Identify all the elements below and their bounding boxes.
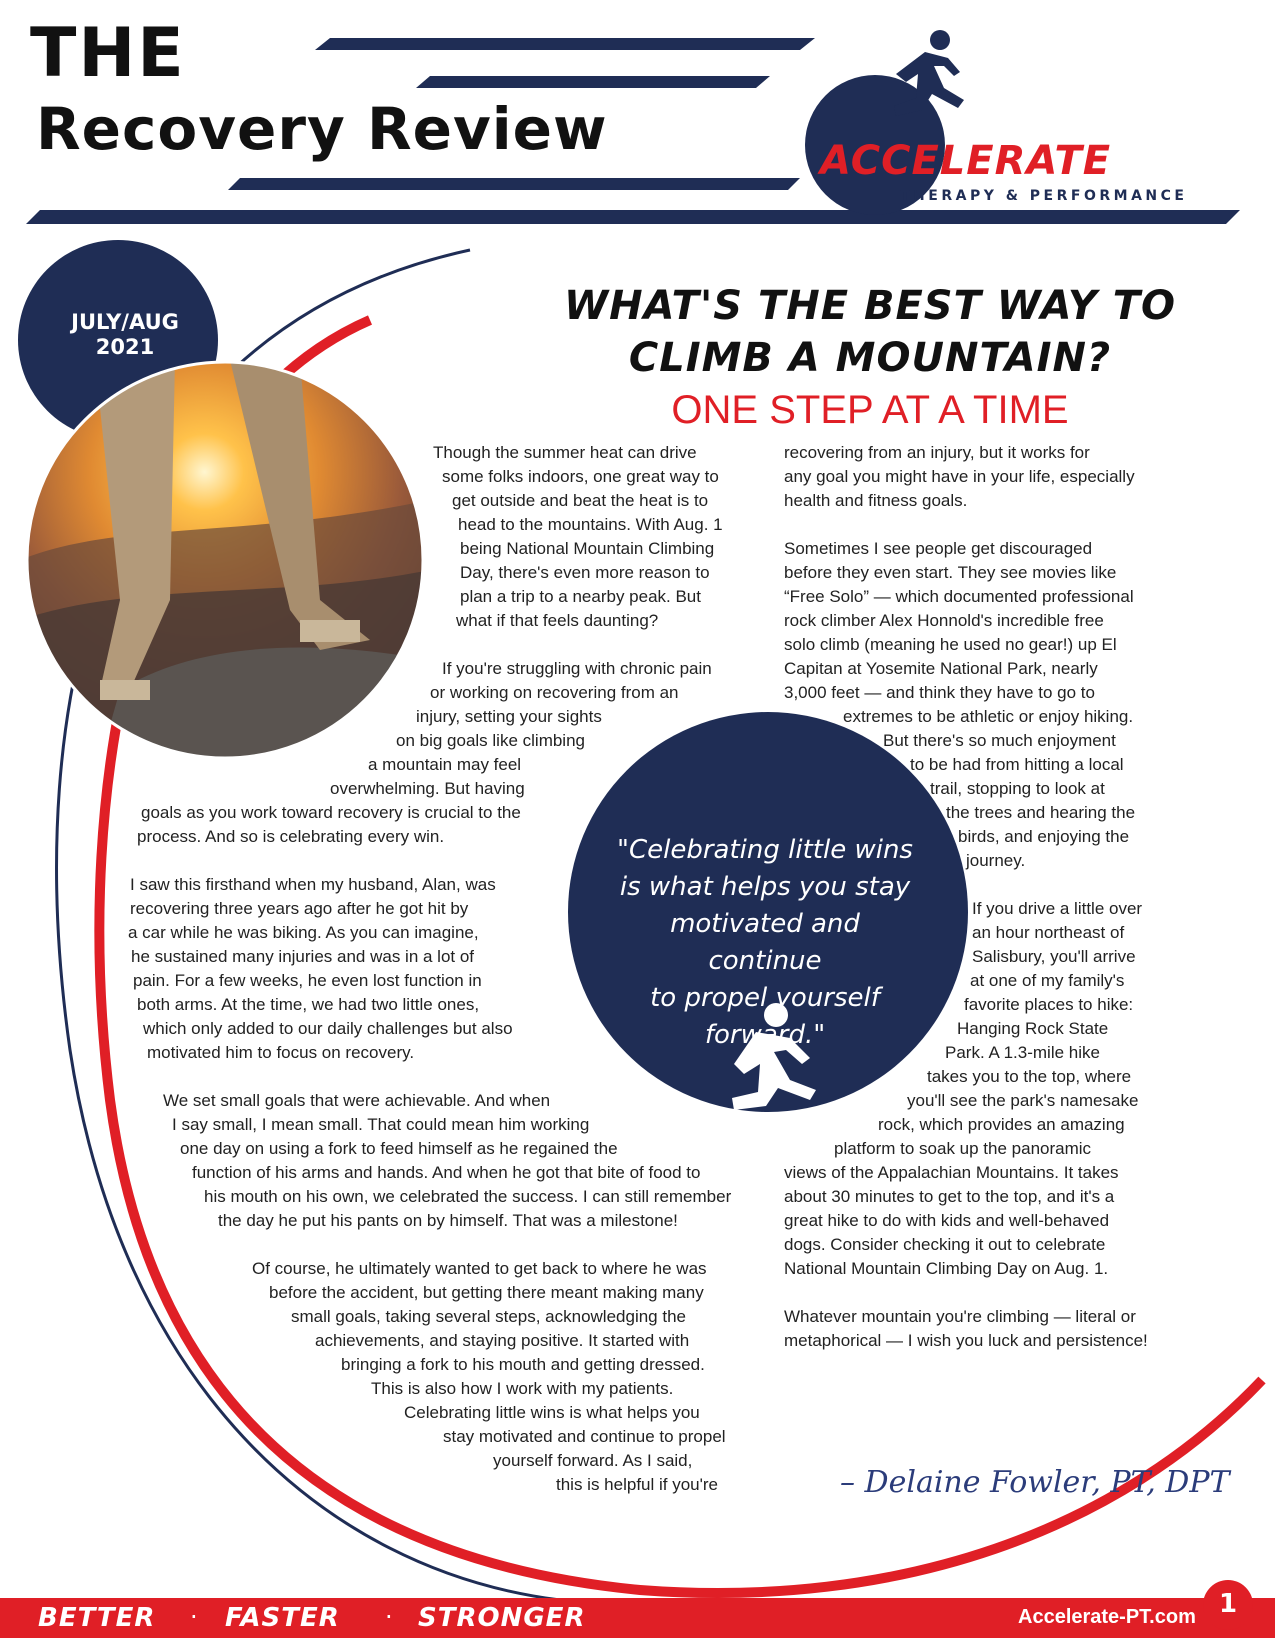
- footer-separator: ·: [190, 1603, 198, 1631]
- article-line: National Mountain Climbing Day on Aug. 1.: [784, 1259, 1109, 1278]
- article-line: what if that feels daunting?: [456, 611, 659, 630]
- article-line: Sometimes I see people get discouraged: [784, 539, 1093, 558]
- article-line: motivated him to focus on recovery.: [147, 1043, 415, 1062]
- article-line: Day, there's even more reason to: [460, 563, 710, 582]
- article-line: health and fitness goals.: [784, 491, 968, 510]
- footer-website-link[interactable]: Accelerate-PT.com: [1018, 1606, 1196, 1628]
- article-line: If you drive a little over: [972, 899, 1143, 918]
- article-line: head to the mountains. With Aug. 1: [458, 515, 723, 534]
- stripe-2: [416, 76, 770, 88]
- article-line: Though the summer heat can drive: [433, 443, 697, 462]
- article-line: Of course, he ultimately wanted to get back to where he was: [252, 1259, 707, 1278]
- headline: [520, 280, 1220, 384]
- article-line: on big goals like climbing: [396, 731, 585, 750]
- logo-tagline: THERAPY & PERFORMANCE: [900, 188, 1188, 204]
- page-number: 1: [1203, 1580, 1253, 1630]
- article-line: pain. For a few weeks, he even lost function in: [133, 971, 482, 990]
- pull-quote-line: motivated and continue: [670, 909, 860, 976]
- article-line: a mountain may feel: [368, 755, 522, 774]
- pull-quote-line: forward.": [704, 1020, 826, 1050]
- article-line: or working on recovering from an: [430, 683, 679, 702]
- article-line: views of the Appalachian Mountains. It takes: [784, 1163, 1119, 1182]
- article-line: both arms. At the time, we had two little ones,: [137, 995, 480, 1014]
- stripe-1: [315, 38, 815, 50]
- article-line: We set small goals that were achievable. And when: [163, 1091, 551, 1110]
- article-line: before they even start. They see movies like: [784, 563, 1117, 582]
- article-line: get outside and beat the heat is to: [452, 491, 709, 510]
- article-line: solo climb (meaning he used no gear!) up El: [784, 635, 1117, 654]
- article-line: the day he put his pants on by himself. That was a milestone!: [218, 1211, 678, 1230]
- article-line: Salisbury, you'll arrive: [972, 947, 1136, 966]
- article-line: rock, which provides an amazing: [878, 1115, 1125, 1134]
- article-line: at one of my family's: [970, 971, 1125, 990]
- pull-quote-line: is what helps you stay: [619, 872, 911, 902]
- footer-tag-faster: FASTER: [225, 1603, 340, 1633]
- article-line: you'll see the park's namesake: [907, 1091, 1139, 1110]
- article-line: “Free Solo” — which documented professional: [784, 587, 1134, 606]
- article-line: the trees and hearing the: [946, 803, 1136, 822]
- article-line: extremes to be athletic or enjoy hiking.: [843, 707, 1134, 726]
- article-line: trail, stopping to look at: [930, 779, 1105, 798]
- article-line: recovering from an injury, but it works for: [784, 443, 1090, 462]
- article-line: rock climber Alex Honnold's incredible free: [784, 611, 1104, 630]
- article-line: yourself forward. As I said,: [493, 1451, 693, 1470]
- article-line: some folks indoors, one great way to: [442, 467, 719, 486]
- article-line: he sustained many injuries and was in a lot of: [131, 947, 475, 966]
- footer-tag-stronger: STRONGER: [418, 1603, 586, 1633]
- article-line: process. And so is celebrating every win.: [137, 827, 445, 846]
- article-line: platform to soak up the panoramic: [834, 1139, 1092, 1158]
- article-line: takes you to the top, where: [927, 1067, 1132, 1086]
- article-line: Capitan at Yosemite National Park, nearly: [784, 659, 1098, 678]
- footer-tag-better: BETTER: [38, 1603, 156, 1633]
- article-line: about 30 minutes to get to the top, and it's a: [784, 1187, 1115, 1206]
- pull-quote-line: to propel yourself: [650, 983, 880, 1013]
- stripe-4: [26, 210, 1240, 224]
- article-line: any goal you might have in your life, especially: [784, 467, 1135, 486]
- article-line: I saw this firsthand when my husband, Alan, was: [130, 875, 496, 894]
- article-line: favorite places to hike:: [964, 995, 1134, 1014]
- article-line: an hour northeast of: [972, 923, 1125, 942]
- article-line: stay motivated and continue to propel: [443, 1427, 726, 1446]
- article-line: birds, and enjoying the: [958, 827, 1130, 846]
- logo-wordmark: ACCELERATE: [820, 138, 1112, 184]
- article-line: metaphorical — I wish you luck and persistence!: [784, 1331, 1148, 1350]
- article-line: But there's so much enjoyment: [883, 731, 1116, 750]
- article-line: great hike to do with kids and well-behaved: [784, 1211, 1110, 1230]
- article-line: Whatever mountain you're climbing — literal or: [784, 1307, 1136, 1326]
- article-line: recovering three years ago after he got hit by: [130, 899, 469, 918]
- stripe-3: [228, 178, 800, 190]
- article-line: a car while he was biking. As you can imagine,: [128, 923, 479, 942]
- article-line: Hanging Rock State: [957, 1019, 1109, 1038]
- article-line: being National Mountain Climbing: [460, 539, 715, 558]
- article-line: Celebrating little wins is what helps you: [404, 1403, 700, 1422]
- article-line: this is helpful if you're: [556, 1475, 718, 1494]
- article-line: plan a trip to a nearby peak. But: [460, 587, 701, 606]
- article-line: small goals, taking several steps, acknowledging the: [291, 1307, 686, 1326]
- author-signature: – Delaine Fowler, PT, DPT: [840, 1465, 1230, 1500]
- pull-quote-line: "Celebrating little wins: [617, 835, 913, 865]
- headline-line-1: WHAT'S THE BEST WAY TO: [563, 283, 1177, 329]
- article-line: overwhelming. But having: [330, 779, 525, 798]
- masthead-the: THE: [30, 14, 186, 93]
- article-line: function of his arms and hands. And when he got that bite of food to: [192, 1163, 701, 1182]
- issue-year: 2021: [95, 335, 155, 359]
- article-line: to be had from hitting a local: [910, 755, 1124, 774]
- article-line: This is also how I work with my patients.: [371, 1379, 674, 1398]
- pull-quote: [610, 832, 920, 1054]
- article-line: dogs. Consider checking it out to celebrate: [784, 1235, 1106, 1254]
- footer-separator: ·: [385, 1603, 393, 1631]
- article-line: Park. A 1.3-mile hike: [945, 1043, 1100, 1062]
- article-line: If you're struggling with chronic pain: [442, 659, 712, 678]
- article-line: one day on using a fork to feed himself as he regained the: [180, 1139, 618, 1158]
- issue-date: [40, 310, 210, 360]
- article-line: which only added to our daily challenges but also: [143, 1019, 513, 1038]
- article-line: before the accident, but getting there meant making many: [269, 1283, 704, 1302]
- subheadline: ONE STEP AT A TIME: [671, 388, 1069, 432]
- article-line: injury, setting your sights: [416, 707, 602, 726]
- article-line: I say small, I mean small. That could mean him working: [172, 1115, 590, 1134]
- article-line: goals as you work toward recovery is crucial to the: [141, 803, 521, 822]
- article-line: 3,000 feet — and think they have to go to: [784, 683, 1095, 702]
- issue-month: JULY/AUG: [71, 310, 179, 334]
- article-line: his mouth on his own, we celebrated the success. I can still remember: [204, 1187, 732, 1206]
- article-line: achievements, and staying positive. It started with: [315, 1331, 690, 1350]
- article-line: journey.: [966, 851, 1026, 870]
- headline-line-2: CLIMB A MOUNTAIN?: [628, 335, 1112, 381]
- masthead-title: Recovery Review: [36, 95, 608, 163]
- article-line: bringing a fork to his mouth and getting dressed.: [341, 1355, 705, 1374]
